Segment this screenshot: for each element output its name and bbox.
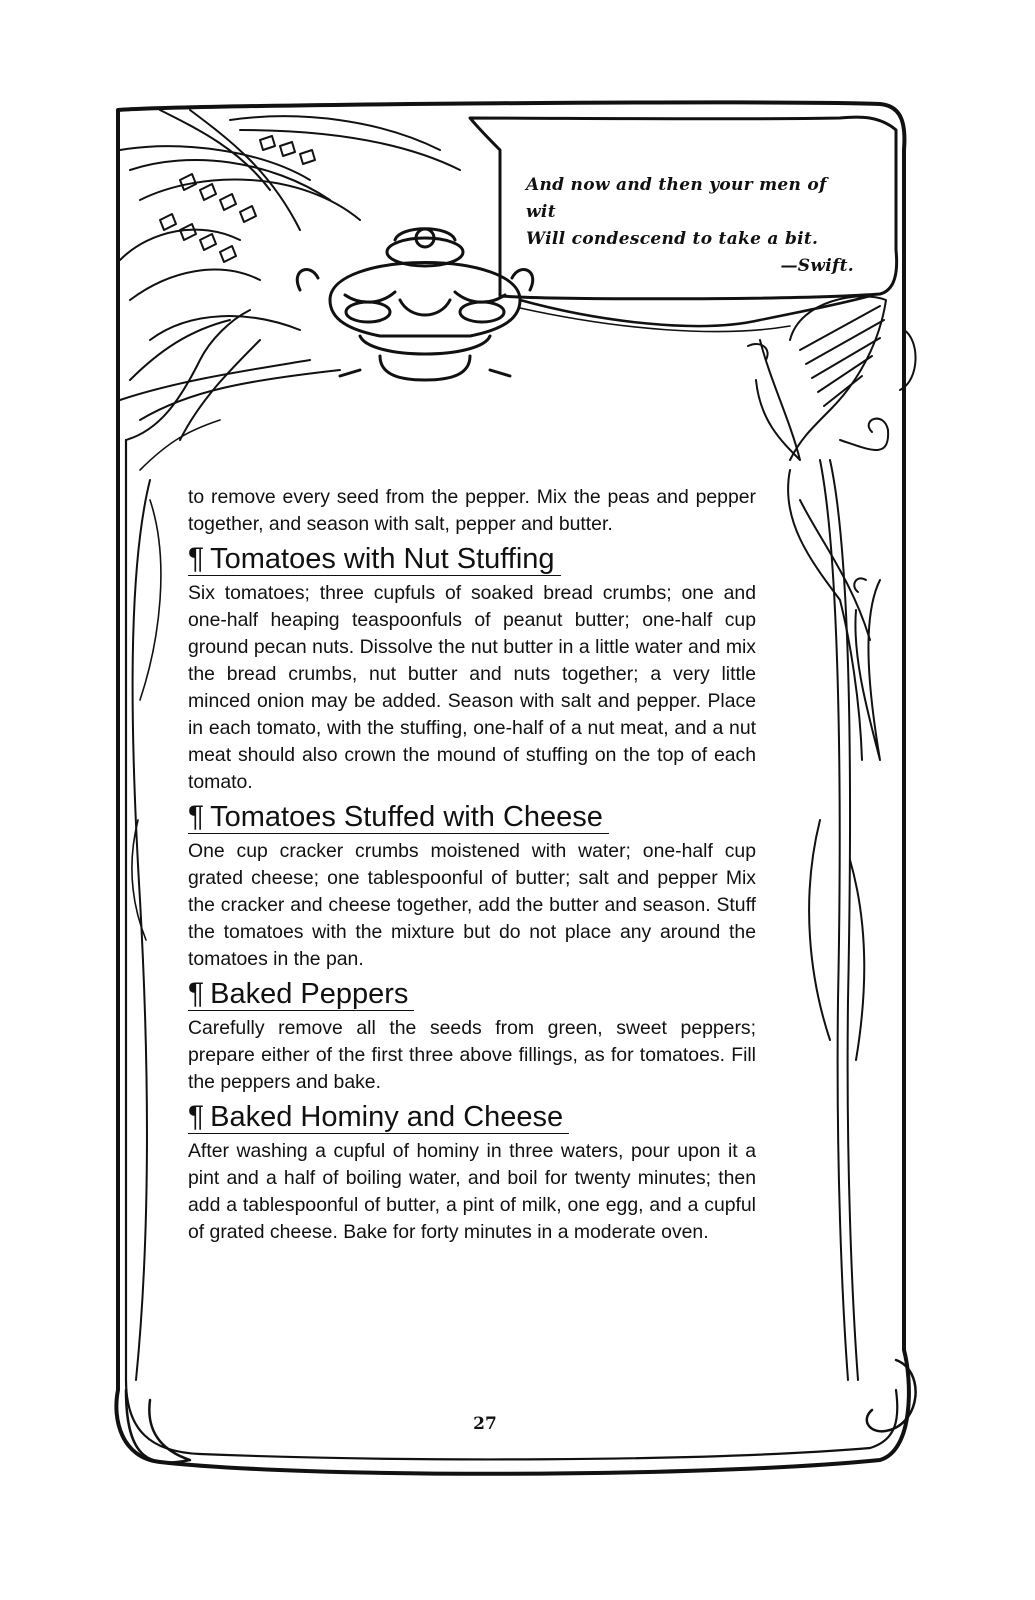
recipe-title-text: Baked Hominy and Cheese xyxy=(210,1101,564,1133)
recipe-body: Six tomatoes; three cupfuls of soaked bread crumbs; one and one-half heaping teaspoonfuls of peanut butter; one-half cup ground pecan nuts. Dissolve the nut butter in a little water and mix the bread crumbs, nut butter and nuts together; a very little minced onion may be added. Season with salt and pepper. Place in each tomato, with the stuffing, one-half of a nut meat, and a nut meat should also crown the mound of stuffing on the top of each tomato. xyxy=(188,582,756,793)
recipe-title-text: Tomatoes with Nut Stuffing xyxy=(210,543,555,575)
cartouche-tail xyxy=(520,296,870,326)
recipe-title xyxy=(188,543,561,576)
corn-vine-illustration xyxy=(748,296,888,1380)
intro-paragraph: to remove every seed from the pepper. Mix the peas and pepper together, and season with salt, pepper and butter. xyxy=(188,486,756,535)
recipe-title xyxy=(188,1101,569,1134)
tureen-illustration xyxy=(297,229,532,380)
recipe-body: After washing a cupful of hominy in three waters, pour upon it a pint and a half of boiling water, and boil for twenty minutes; then add a tablespoonful of butter, a pint of milk, one egg, and a cupful of grated cheese. Bake for forty minutes in a moderate oven. xyxy=(188,1140,756,1243)
quote-line-1: And now and then your men of wit xyxy=(526,175,827,222)
recipe-title xyxy=(188,978,414,1011)
recipe-section-4 xyxy=(188,1096,756,1246)
paragraph-mark-icon: ¶ xyxy=(188,977,205,1010)
recipe-section-2 xyxy=(188,796,756,973)
paragraph-mark-icon: ¶ xyxy=(188,542,205,575)
page-number: 27 xyxy=(473,1414,497,1434)
recipe-body: Carefully remove all the seeds from green, sweet peppers; prepare either of the first three above fillings, as for tomatoes. Fill the peppers and bake. xyxy=(188,1017,756,1093)
recipe-section-3 xyxy=(188,973,756,1096)
epigraph-quote xyxy=(526,172,856,280)
paragraph-mark-icon: ¶ xyxy=(188,1100,205,1133)
wheat-sheaf-illustration xyxy=(120,110,460,440)
quote-attribution: —Swift. xyxy=(780,256,854,276)
recipe-title-text: Baked Peppers xyxy=(210,978,409,1010)
recipe-title-text: Tomatoes Stuffed with Cheese xyxy=(210,801,603,833)
recipe-body: One cup cracker crumbs moistened with water; one-half cup grated cheese; one tablespoonful of butter; salt and pepper Mix the cracker and cheese together, add the butter and season. Stuff the tomatoes with the mixture but do not place any around the tomatoes in the pan. xyxy=(188,840,756,970)
recipe-section-1 xyxy=(188,538,756,796)
paragraph-mark-icon: ¶ xyxy=(188,800,205,833)
recipe-title xyxy=(188,801,609,834)
quote-line-2: Will condescend to take a bit. xyxy=(526,229,819,249)
left-vine-stem xyxy=(133,480,150,1380)
page-content xyxy=(188,484,756,1246)
